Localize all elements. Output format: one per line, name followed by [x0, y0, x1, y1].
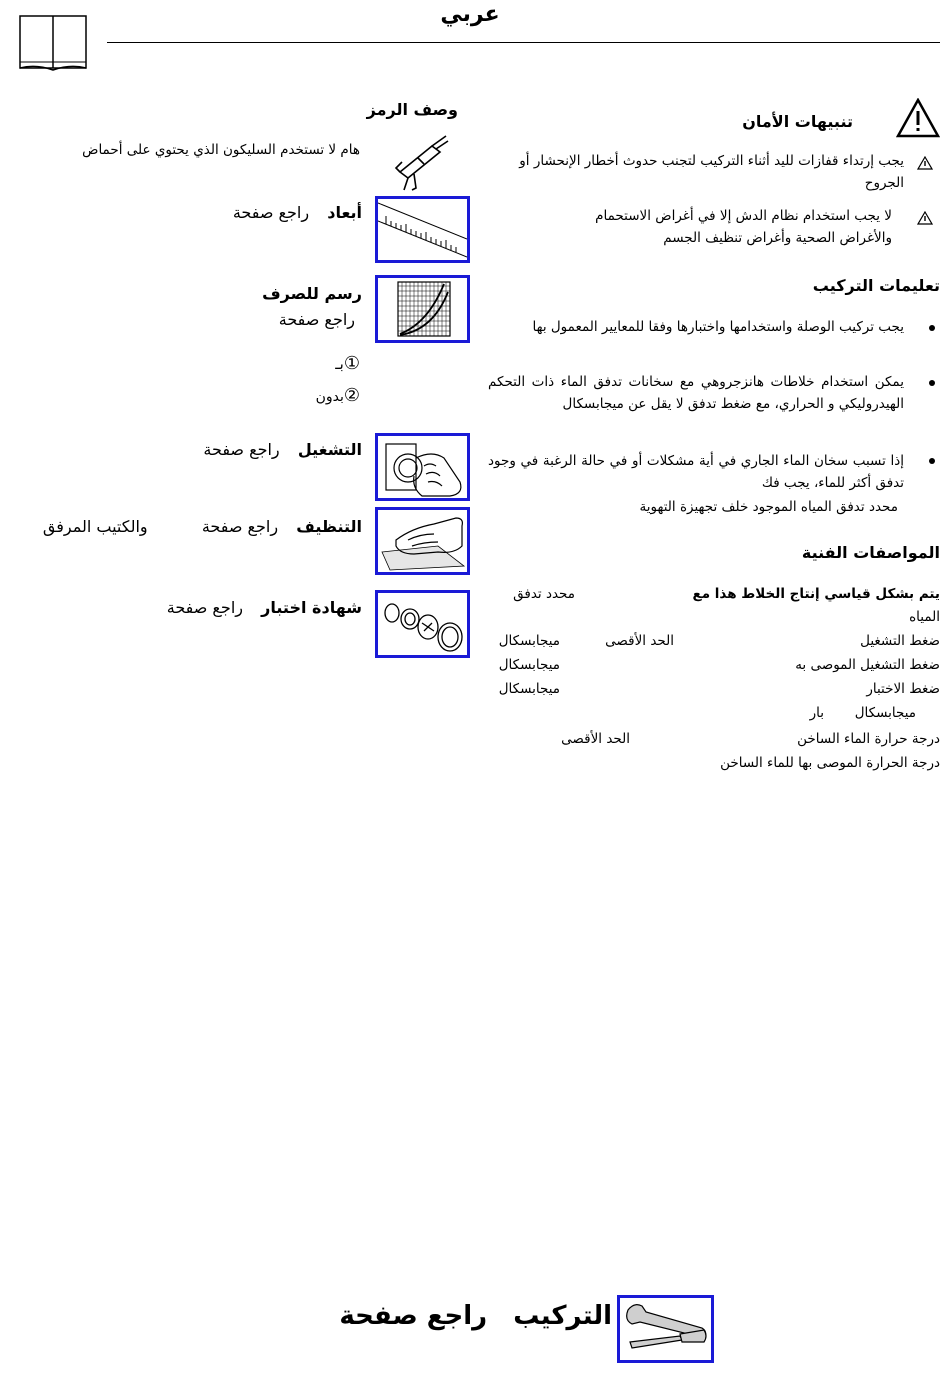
installation-item: يمكن استخدام خلاطات هانزجروهي مع سخانات تدفق الماء ذات التحكم الهيدروليكي و الحراري، مع ضغط تدفق لا يقل عن ميجابسكال: [488, 374, 904, 412]
graph-icon: [378, 278, 467, 340]
safety-heading: تنبيهات الأمان: [742, 112, 853, 131]
book-icon: [18, 14, 88, 72]
spec-unit: ميجابسكال: [498, 633, 560, 649]
flow-option-text: بدون: [315, 389, 344, 405]
specs-intro-tail: محدد تدفق: [513, 586, 575, 602]
dimensions-ref: راجع صفحة: [232, 203, 310, 222]
small-warning-icon: [917, 210, 933, 224]
test-icon-frame: [375, 590, 470, 658]
test-row: [62, 598, 362, 617]
operation-icon-frame: [375, 433, 470, 501]
footer-label: التركيب: [513, 1301, 612, 1331]
circled-one: ①: [343, 353, 360, 374]
spec-bar: بار: [809, 705, 824, 721]
spec-label: درجة الحرارة الموصى بها للماء الساخن: [720, 755, 940, 771]
spec-label: درجة حرارة الماء الساخن: [797, 731, 940, 747]
hand-cloth-icon: [378, 510, 467, 572]
flow-option-2: [290, 385, 360, 406]
dimensions-row: [62, 203, 362, 222]
cleaning-label: التنظيف: [296, 517, 362, 536]
test-label: شهادة اختبار: [261, 598, 362, 617]
flow-option-text: بـ: [335, 355, 344, 373]
safety-item: لا يجب استخدام نظام الدش إلا في أغراض الاستحمام والأغراض الصحية وأغراض تنظيف الجسم: [595, 208, 892, 246]
silicone-warning: هام لا تستخدم السليكون الذي يحتوي على أحماض: [82, 142, 360, 158]
aerator-parts-icon: [378, 593, 467, 655]
spec-mid: الحد الأقصى: [605, 633, 674, 649]
hand-knob-icon: [378, 436, 467, 498]
installation-icon-frame: [617, 1295, 714, 1363]
dimensions-icon-frame: [375, 196, 470, 263]
small-warning-icon: [917, 155, 933, 169]
installation-heading: تعليمات التركيب: [812, 276, 940, 295]
cleaning-extra: والكتيب المرفق: [42, 517, 148, 536]
cleaning-ref: راجع صفحة: [201, 517, 279, 536]
footer-row: [340, 1301, 612, 1331]
operation-ref: راجع صفحة: [203, 440, 280, 459]
specs-heading: المواصفات الفنية: [801, 543, 940, 562]
bullet-dot: [929, 380, 935, 386]
footer-ref: راجع صفحة: [339, 1301, 488, 1331]
operation-label: التشغيل: [297, 440, 362, 459]
flow-label: رسم للصرف: [262, 284, 362, 303]
spec-unit: ميجابسكال: [498, 681, 560, 697]
flow-diagram-icon-frame: [375, 275, 470, 343]
cleaning-row: [2, 517, 362, 536]
specs-intro: يتم بشكل قياسي إنتاج الخلاط هذا مع: [692, 586, 940, 602]
silicone-gun-icon: [392, 132, 454, 194]
flow-option-1: [300, 353, 360, 374]
bullet-dot: [929, 325, 935, 331]
dimensions-label: أبعاد: [327, 203, 362, 222]
wrench-screwdriver-icon: [620, 1298, 711, 1360]
header-rule: [107, 42, 940, 43]
operation-row: [62, 440, 362, 459]
flow-ref: راجع صفحة: [278, 310, 355, 329]
installation-item: محدد تدفق المياه الموجود خلف تجهيزة التهوية: [639, 499, 898, 515]
page-title: عربي: [440, 2, 500, 27]
spec-label: ضغط التشغيل: [860, 633, 940, 649]
circled-two: ②: [343, 385, 360, 406]
installation-item: إذا تسبب سخان الماء الجاري في أية مشكلات أو في حالة الرغبة في وجود تدفق أكثر للماء، يجب فك: [488, 453, 904, 491]
safety-item: يجب إرتداء قفازات لليد أثناء التركيب لتجنب حدوث أخطار الإنحشار أو الجروح: [519, 153, 904, 191]
ruler-icon: [378, 199, 467, 260]
cleaning-icon-frame: [375, 507, 470, 575]
symbols-heading: وصف الرمز: [366, 100, 458, 119]
spec-label: ضغط الاختبار: [866, 681, 940, 697]
warning-icon: [896, 98, 940, 138]
spec-unit: ميجابسكال: [854, 705, 916, 721]
bullet-dot: [929, 458, 935, 464]
spec-unit: ميجابسكال: [498, 657, 560, 673]
specs-intro-line2: المياه: [909, 609, 940, 625]
installation-item: يجب تركيب الوصلة واستخدامها واختبارها وفقا للمعايير المعمول بها: [532, 319, 904, 335]
test-ref: راجع صفحة: [166, 598, 243, 617]
spec-mid: الحد الأقصى: [561, 731, 630, 747]
spec-label: ضغط التشغيل الموصى به: [795, 657, 940, 673]
